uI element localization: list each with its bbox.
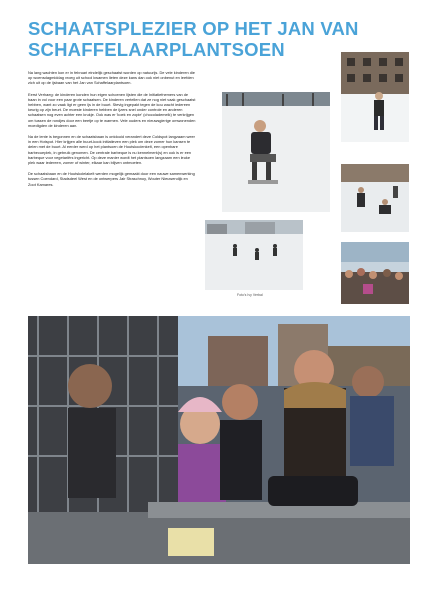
- paragraph: Eerst Verhaeg: de kinderen konden hun eigen schoenen lijsten die de Initiatiefnemers van de baan in vol voor een paar grote schaatsen. De kinderen vertellen dat ze nog niet vaak geschaatst hebben, want zo vaak ligt er geen ijs in de buurt. Stevig ingepakt tegen de kou wacht iedereen keurig op zijn beurt. De moeste kinderen hebben de ijzers snel onder controle en anderen schaatsen nog even achter een krukje. Ook was er 'koek en zopie' (chocolademelk) te verkrijgen om tussen de rondjes door een beetje op te warmen. Vele ouders en nieuwsgierige omwonenden moedigden de kinderen aan.: [28, 91, 196, 128]
- photo-crowd: [341, 242, 409, 304]
- paragraph: Na lang wachten kon er in februari eindelijk geschaatst worden op natuurijs. De vele kinderen die op woensdagmiddag vroeg uit school kwamen lieten deze kans dan ook niet onbenut en leefden zich uit op de ijsbaan van het Jan van Schaffelaarplantsoen.: [28, 70, 195, 86]
- photo-credit: Foto's Ivy Verbal: [237, 293, 263, 297]
- article-body: [28, 70, 196, 193]
- photo-skaters: [341, 164, 409, 232]
- article-title: SCHAATSPLEZIER OP HET JAN VAN SCHAFFELAARPLANTSOEN: [28, 18, 359, 60]
- paragraph: De schaatsbaan en de Houtskolelakelt werden mogelijk gemaakt door een nauwe samenwerking tussen Coendard, Stadsdeel West en de ontwerpers Jair Straschnoy, Wouter Nieuwendijk en Zoot Kamares.: [28, 171, 195, 187]
- photo-children-at-counter: [28, 316, 410, 564]
- photo-man-skating: [341, 52, 409, 142]
- photo-rink: [205, 220, 303, 290]
- photo-boy-with-skates: [222, 92, 330, 212]
- paragraph: Na de lente is begonnen en de schaatsbaan is ontdooid verandert deze Coldspot langzaam weer in een Hotspot. Hier krijgen alle buurt-kook initiatieven een plek om deze zomer hun kansen te delen met de buurt. Al eerder werd op het plantsoen de Houtskoolenkelt, een openbare barbecueplek, in gebruik genomen. De centrale barbeque is nu kennelmerk(s) en ook is er een barbeque voor vegetariërs ingericht. Op deze manier wordt het plantsoen langzaam een leuke plek waar iedereen, zomer of winter, elkaar kan blijven ontmoeten.: [28, 134, 195, 166]
